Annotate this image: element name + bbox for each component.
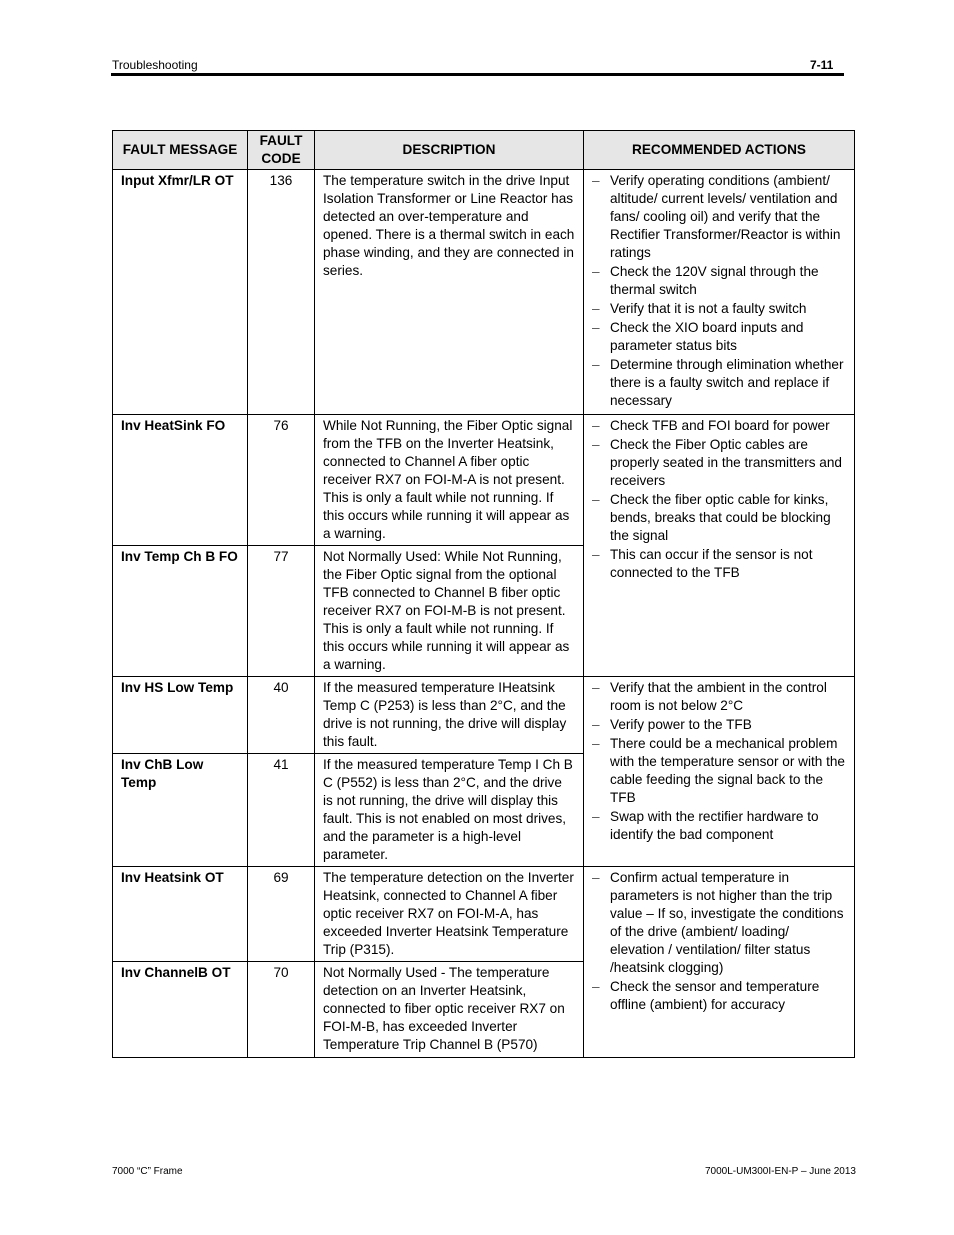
fault-code-cell: 77 <box>248 546 315 677</box>
page-number: 7-11 <box>810 58 834 72</box>
description-cell: Not Normally Used: While Not Running, the Fiber Optic signal from the optional TFB connected to Channel B fiber optic receiver RX7 on FOI-M-B is not present. This is only a fault while not running. If this occurs while running it will appear as a warning. <box>315 546 584 677</box>
action-list <box>592 869 846 1014</box>
recommended-actions-cell <box>584 677 855 867</box>
action-item: – Swap with the rectifier hardware to identify the bad component <box>592 808 846 844</box>
recommended-actions-cell <box>584 867 855 1058</box>
fault-code-cell: 40 <box>248 677 315 754</box>
fault-code-cell: 69 <box>248 867 315 962</box>
action-item: – Verify that it is not a faulty switch <box>592 300 846 318</box>
footer-publication: 7000L-UM300I-EN-P – June 2013 <box>704 1166 856 1177</box>
recommended-actions-cell <box>584 415 855 677</box>
table-row <box>113 170 855 415</box>
column-header-fault-code: FAULT CODE <box>248 131 315 170</box>
description-cell: The temperature detection on the Inverter Heatsink, connected to Channel A fiber optic receiver RX7 on FOI-M-A, has exceeded Inverter Heatsink Temperature Trip (P315). <box>315 867 584 962</box>
fault-code-cell: 70 <box>248 962 315 1058</box>
footer-product: 7000 “C” Frame <box>112 1166 183 1177</box>
description-cell: Not Normally Used - The temperature detection on an Inverter Heatsink, connected to fiber optic receiver RX7 on FOI-M-B, has exceeded Inverter Temperature Trip Channel B (P570) <box>315 962 584 1058</box>
column-header-fault-message: FAULT MESSAGE <box>113 131 248 170</box>
fault-message-cell: Inv ChannelB OT <box>113 962 248 1058</box>
action-item: – Verify that the ambient in the control room is not below 2°C <box>592 679 846 715</box>
fault-code-cell: 41 <box>248 754 315 867</box>
recommended-actions-cell <box>584 170 855 415</box>
action-item: – There could be a mechanical problem with the temperature sensor or with the cable feeding the signal back to the TFB <box>592 735 846 807</box>
column-header-description: DESCRIPTION <box>315 131 584 170</box>
fault-code-cell: 136 <box>248 170 315 415</box>
action-item: – Check the XIO board inputs and parameter status bits <box>592 319 846 355</box>
fault-message-cell: Input Xfmr/LR OT <box>113 170 248 415</box>
table-row <box>113 867 855 962</box>
action-list <box>592 679 846 844</box>
description-cell: The temperature switch in the drive Input Isolation Transformer or Line Reactor has detected an over-temperature and opened. There is a thermal switch in each phase winding, and they are connected in series. <box>315 170 584 415</box>
fault-message-cell: Inv HS Low Temp <box>113 677 248 754</box>
action-item: – Check the 120V signal through the thermal switch <box>592 263 846 299</box>
action-item: – Determine through elimination whether there is a faulty switch and replace if necessary <box>592 356 846 410</box>
action-list <box>592 172 846 410</box>
action-item: – Verify operating conditions (ambient/ altitude/ current levels/ ventilation and fans/ cooling oil) and verify that the Rectifier Transformer/Reactor is within ratings <box>592 172 846 262</box>
action-item: – This can occur if the sensor is not connected to the TFB <box>592 546 846 582</box>
description-cell: If the measured temperature IHeatsink Temp C (P253) is less than 2°C, and the drive is not running, the drive will display this fault. <box>315 677 584 754</box>
fault-message-cell: Inv Heatsink OT <box>113 867 248 962</box>
fault-message-cell: Inv ChB Low Temp <box>113 754 248 867</box>
running-header-section: Troubleshooting <box>112 58 198 72</box>
table-header-row <box>113 131 855 170</box>
action-list <box>592 417 846 582</box>
description-cell: While Not Running, the Fiber Optic signal from the TFB on the Inverter Heatsink, connected to Channel A fiber optic receiver RX7 on FOI-M-A is not present. This is only a fault while not running. If this occurs while running it will appear as a warning. <box>315 415 584 546</box>
fault-code-cell: 76 <box>248 415 315 546</box>
action-item: – Verify power to the TFB <box>592 716 846 734</box>
table-row <box>113 415 855 546</box>
action-item: – Check TFB and FOI board for power <box>592 417 846 435</box>
action-item: – Confirm actual temperature in parameters is not higher than the trip value – If so, investigate the conditions of the drive (ambient/ loading/ elevation / ventilation/ filter status /heatsink clogging) <box>592 869 846 977</box>
fault-table <box>112 130 855 1058</box>
action-item: – Check the fiber optic cable for kinks, bends, breaks that could be blocking the signal <box>592 491 846 545</box>
action-item: – Check the sensor and temperature offline (ambient) for accuracy <box>592 978 846 1014</box>
table-row <box>113 677 855 754</box>
action-item: – Check the Fiber Optic cables are properly seated in the transmitters and receivers <box>592 436 846 490</box>
header-rule <box>111 73 844 76</box>
column-header-recommended-actions: RECOMMENDED ACTIONS <box>584 131 855 170</box>
fault-message-cell: Inv HeatSink FO <box>113 415 248 546</box>
description-cell: If the measured temperature Temp I Ch B C (P552) is less than 2°C, and the drive is not running, the drive will display this fault. This is not enabled on most drives, and the parameter is a high-level parameter. <box>315 754 584 867</box>
fault-message-cell: Inv Temp Ch B FO <box>113 546 248 677</box>
